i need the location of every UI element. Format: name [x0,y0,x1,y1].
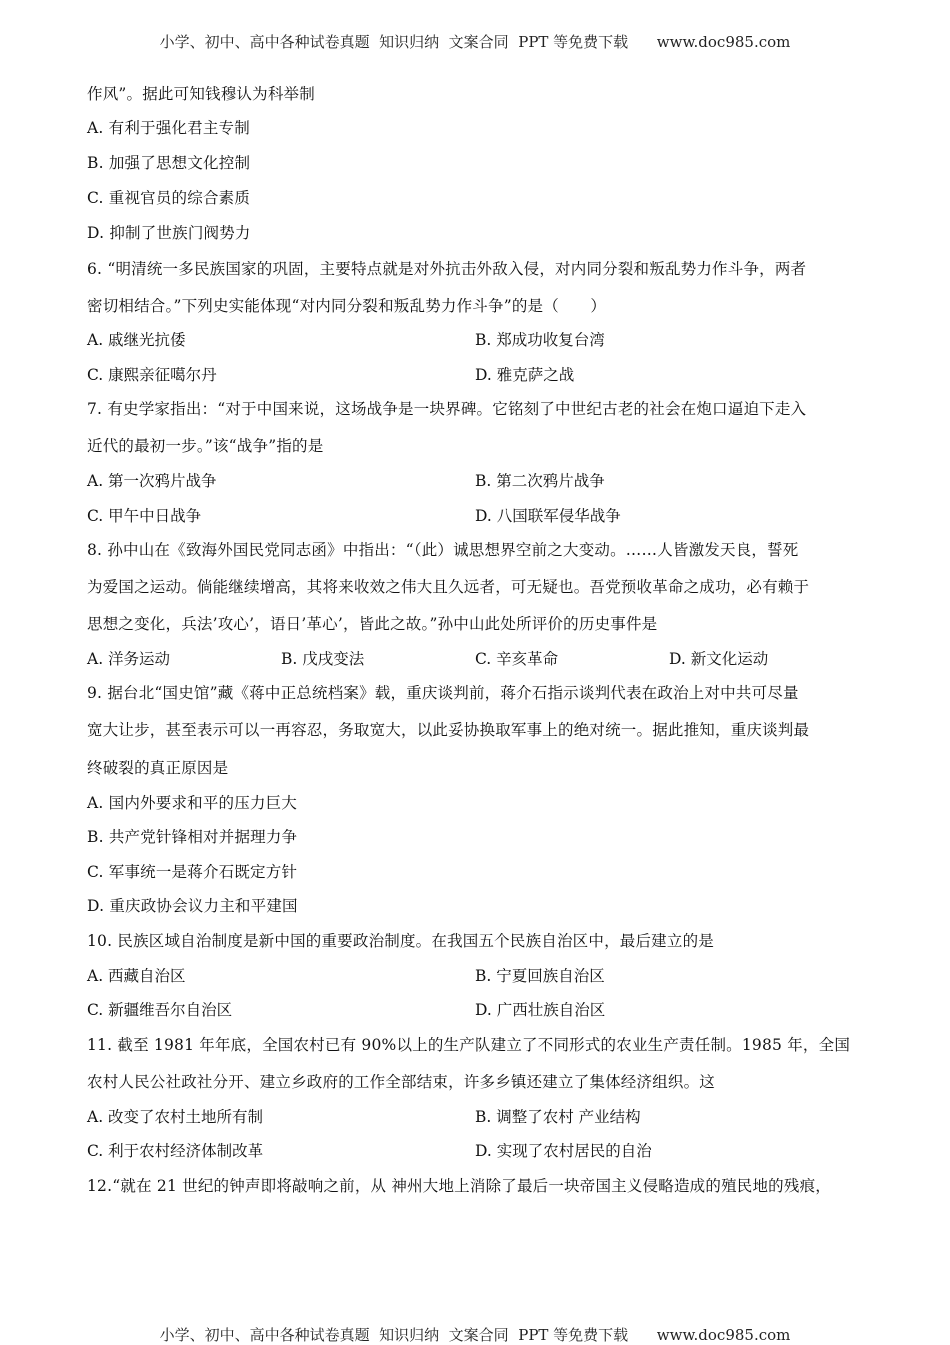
q9-option-a: A. 国内外要求和平的压力巨大 [87,794,298,812]
q10-option-c: C. 新疆维吾尔自治区 [87,1001,233,1019]
q11-option-d: D. 实现了农村居民的自治 [475,1142,652,1160]
q11-option-a: A. 改变了农村土地所有制 [87,1108,264,1126]
page-header: 小学、初中、高中各种试卷真题 知识归纳 文案合同 PPT 等免费下载 www.doc985.com [159,33,791,51]
q6-option-c: C. 康熙亲征噶尔丹 [87,366,217,384]
q12-stem-line: 12.“就在 21 世纪的钟声即将敲响之前，从 神州大地上消除了最后一块帝国主义侵略造成的殖民地的残痕， [87,1177,831,1195]
q8-stem-line: 为爱国之运动。倘能继续增高，其将来收效之伟大且久远者，可无疑也。吾党预收革命之成功，必有赖于 [87,578,810,596]
q11-option-c: C. 利于农村经济体制改革 [87,1142,264,1160]
q6-option-d: D. 雅克萨之战 [475,366,575,384]
q6-stem-line: 密切相结合。”下列史实能体现“对内同分裂和叛乱势力作斗争”的是（ ） [87,297,607,315]
q9-option-d: D. 重庆政协会议力主和平建国 [87,897,298,915]
q6-option-b: B. 郑成功收复台湾 [475,331,605,349]
q10-option-b: B. 宁夏回族自治区 [475,967,605,985]
q5-option-c: C. 重视官员的综合素质 [87,189,251,207]
q8-stem-line: 思想之变化，兵法’攻心’，语日’革心’，皆此之故。”孙中山此处所评价的历史事件是 [87,615,658,633]
q7-option-a: A. 第一次鸦片战争 [87,472,217,490]
q9-option-c: C. 军事统一是蒋介石既定方针 [87,863,298,881]
q8-option-a: A. 洋务运动 [87,650,171,668]
q5-option-d: D. 抑制了世族门阀势力 [87,224,251,242]
q5-option-a: A. 有利于强化君主专制 [87,119,250,137]
q5-stem-tail: 作风”。据此可知钱穆认为科举制 [87,85,315,103]
q8-option-d: D. 新文化运动 [669,650,769,668]
q8-option-b: B. 戊戌变法 [281,650,365,668]
q9-option-b: B. 共产党针锋相对并据理力争 [87,828,298,846]
q11-stem-line: 农村人民公社政社分开、建立乡政府的工作全部结束，许多乡镇还建立了集体经济组织。这 [87,1073,716,1091]
q7-stem-line: 7. 有史学家指出：“对于中国来说，这场战争是一块界碑。它铭刻了中世纪古老的社会在炮口逼迫下走入 [87,400,807,418]
q10-stem-line: 10. 民族区域自治制度是新中国的重要政治制度。在我国五个民族自治区中，最后建立的是 [87,932,714,950]
q7-stem-line: 近代的最初一步。”该“战争”指的是 [87,437,324,455]
q8-option-c: C. 辛亥革命 [475,650,559,668]
q6-stem-line: 6. “明清统一多民族国家的巩固，主要特点就是对外抗击外敌入侵，对内同分裂和叛乱势力作斗争，两者 [87,260,807,278]
q7-option-d: D. 八国联军侵华战争 [475,507,621,525]
q11-option-b: B. 调整了农村 产业结构 [475,1108,641,1126]
q10-option-d: D. 广西壮族自治区 [475,1001,606,1019]
q7-option-c: C. 甲午中日战争 [87,507,202,525]
q9-stem-line: 宽大让步，甚至表示可以一再容忍，务取宽大，以此妥协换取军事上的绝对统一。据此推知，重庆谈判最 [87,721,810,739]
q7-option-b: B. 第二次鸦片战争 [475,472,605,490]
q6-option-a: A. 戚继光抗倭 [87,331,186,349]
q10-option-a: A. 西藏自治区 [87,967,186,985]
q8-stem-line: 8. 孙中山在《致海外国民党同志函》中指出：“（此）诚思想界空前之大变动。……人皆激发天良，誓死 [87,541,799,559]
q5-option-b: B. 加强了思想文化控制 [87,154,251,172]
q9-stem-line: 终破裂的真正原因是 [87,759,229,777]
q9-stem-line: 9. 据台北“国史馆”藏《蒋中正总统档案》载，重庆谈判前，蒋介石指示谈判代表在政治上对中共可尽量 [87,684,799,702]
q11-stem-line: 11. 截至 1981 年年底，全国农村已有 90%以上的生产队建立了不同形式的农业生产责任制。1985 年，全国 [87,1036,851,1054]
page-footer: 小学、初中、高中各种试卷真题 知识归纳 文案合同 PPT 等免费下载 www.doc985.com [159,1326,791,1344]
